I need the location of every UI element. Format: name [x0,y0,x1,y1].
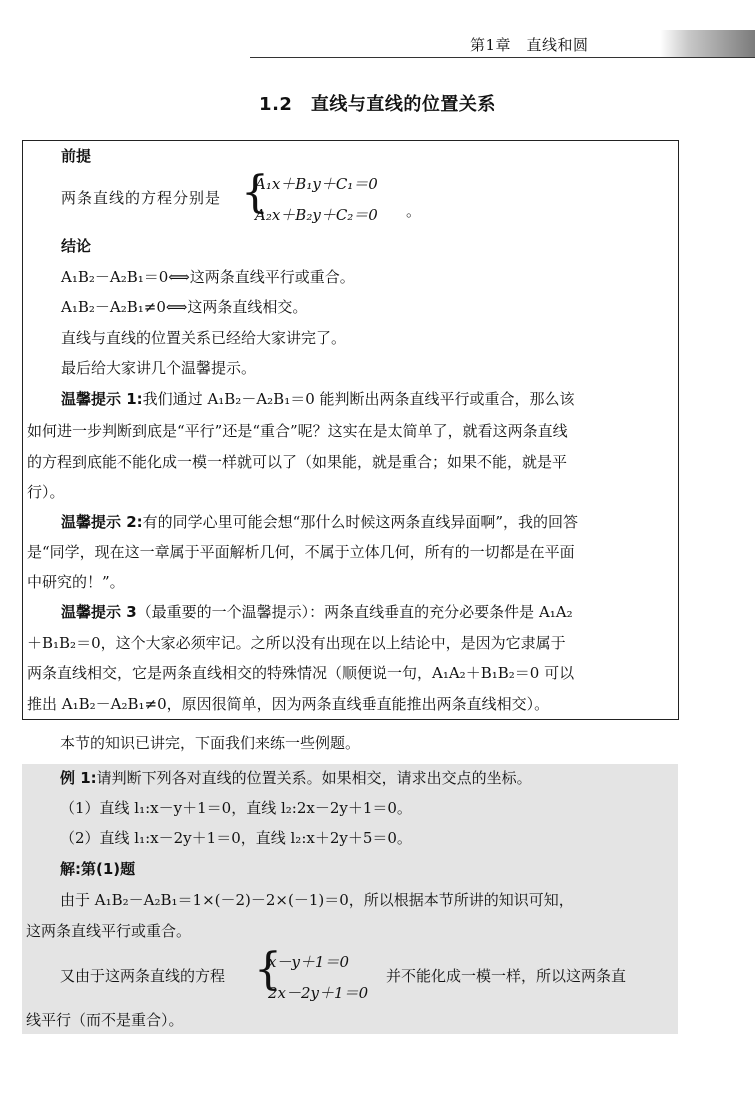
example-prompt: 例 1:请判断下列各对直线的位置关系。如果相交，请求出交点的坐标。 [60,769,532,787]
premise-heading: 前提 [61,147,92,165]
summary-box [22,140,679,720]
header-rule [250,57,755,58]
conclusion-line-1: A₁B₂－A₂B₁＝0⟺这两条直线平行或重合。 [61,268,355,286]
premise-eq2: A₂x＋B₂y＋C₂＝0 [255,206,378,224]
example-box [22,764,678,1034]
solution-line-2: 这两条直线平行或重合。 [26,922,192,940]
solution-line-1: 由于 A₁B₂－A₂B₁＝1×(－2)－2×(－1)＝0，所以根据本节所讲的知识可知， [60,891,574,909]
transition-text: 本节的知识已讲完，下面我们来练一些例题。 [60,734,361,752]
tip3-line-3: 两条直线相交，它是两条直线相交的特殊情况（顺便说一句，A₁A₂＋B₁B₂＝0 可以 [27,664,575,682]
tip3-label: 温馨提示 3 [61,603,137,621]
tip1-line-2: 如何进一步判断到底是“平行”还是“重合”呢？这实在是太简单了，就看这两条直线 [27,422,568,440]
conclusion-line-2: A₁B₂－A₂B₁≠0⟺这两条直线相交。 [61,298,308,316]
premise-period: 。 [406,202,422,220]
solution-line-4: 线平行（而不是重合）。 [26,1011,184,1029]
premise-eq1: A₁x＋B₁y＋C₁＝0 [255,175,378,193]
tip1-label: 温馨提示 1: [61,390,143,408]
premise-text: 两条直线的方程分别是 [61,189,222,207]
solution-eq2: 2x－2y＋1＝0 [268,984,369,1002]
tip2-line-2: 是“同学，现在这一章属于平面解析几何，不属于立体几何，所有的一切都是在平面 [27,543,575,561]
tip2-line-1: 温馨提示 2:有的同学心里可能会想“那什么时候这两条直线异面啊”，我的回答 [61,513,579,531]
example-item-2: （2）直线 l₁:x－2y＋1＝0，直线 l₂:x＋2y＋5＝0。 [60,829,412,847]
note-line-1: 直线与直线的位置关系已经给大家讲完了。 [61,329,347,347]
tip3-line-2: ＋B₁B₂＝0，这个大家必须牢记。之所以没有出现在以上结论中，是因为它隶属于 [27,634,566,652]
premise-brace: { [241,167,269,218]
example-item-1: （1）直线 l₁:x－y＋1＝0，直线 l₂:2x－2y＋1＝0。 [60,799,412,817]
tip1-line-4: 行）。 [27,483,65,501]
tip3-line-1: 温馨提示 3（最重要的一个温馨提示）：两条直线垂直的充分必要条件是 A₁A₂ [61,603,573,621]
tip1-line-1: 温馨提示 1:我们通过 A₁B₂－A₂B₁＝0 能判断出两条直线平行或重合，那么该 [61,390,575,408]
solution-brace: { [254,944,282,995]
chapter-title: 第1章 直线和圆 [470,36,589,54]
solution-line-3-pre: 又由于这两条直线的方程 [60,967,226,985]
header-gradient-tab [660,30,755,58]
conclusion-heading: 结论 [61,237,92,255]
note-line-2: 最后给大家讲几个温馨提示。 [61,359,257,377]
solution-eq1: x－y＋1＝0 [268,953,350,971]
tip1-line-3: 的方程到底能不能化成一模一样就可以了（如果能，就是重合；如果不能，就是平 [27,453,568,471]
running-header [0,0,755,60]
section-title: 1.2 直线与直线的位置关系 [259,94,496,115]
example-label: 例 1: [60,769,97,787]
tip2-label: 温馨提示 2: [61,513,143,531]
solution-label: 解:第(1)题 [60,860,136,878]
solution-line-3-post: 并不能化成一模一样，所以这两条直 [386,967,627,985]
tip3-line-4: 推出 A₁B₂－A₂B₁≠0，原因很简单，因为两条直线垂直能推出两条直线相交）。 [27,695,550,713]
tip2-line-3: 中研究的！”。 [27,573,125,591]
